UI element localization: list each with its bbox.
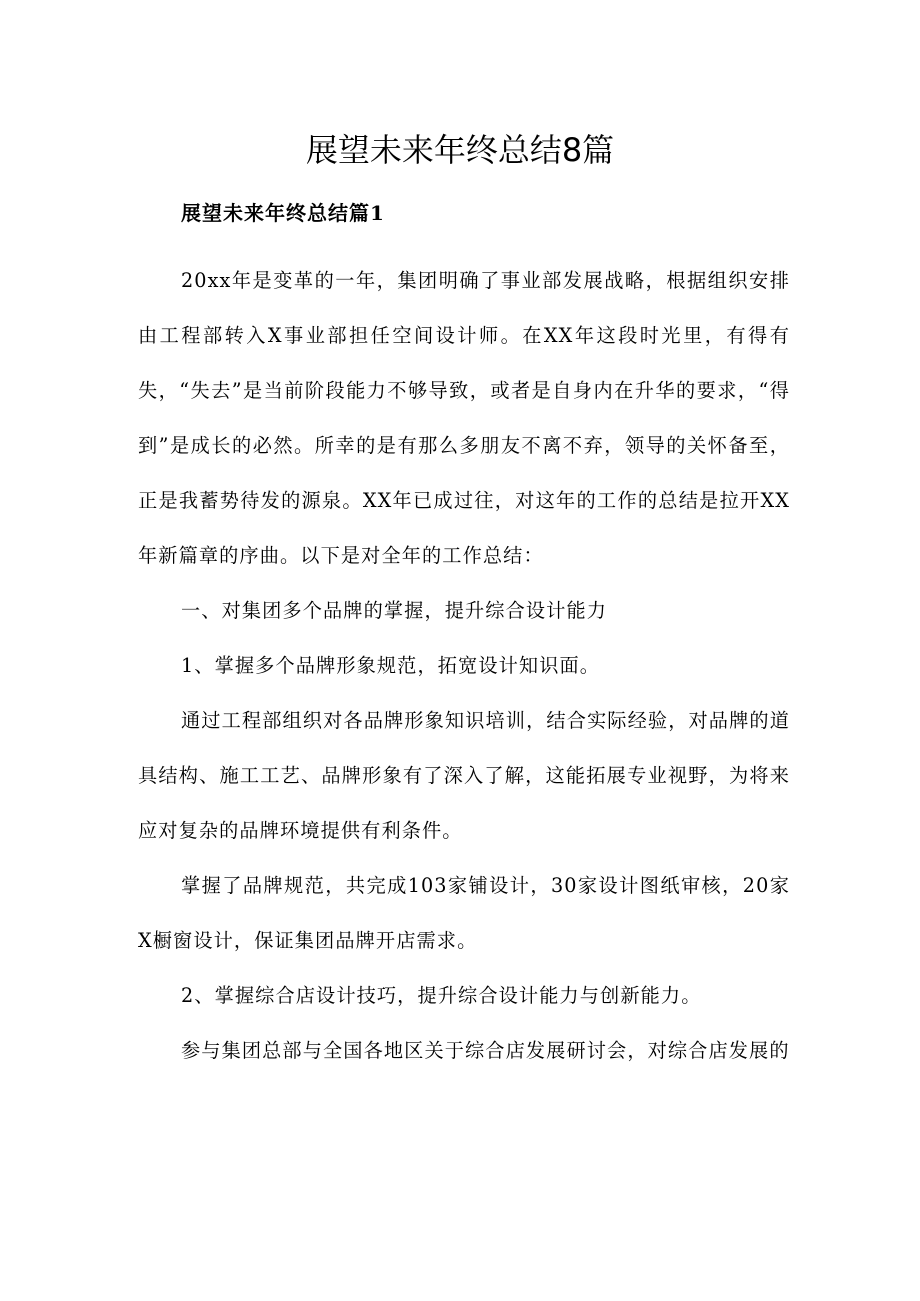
paragraph-store-design: 掌握了品牌规范，共完成103家铺设计，30家设计图纸审核，20家X橱窗设计，保证集团品牌开店需求。 xyxy=(138,874,790,952)
document-title: 展望未来年终总结8篇 xyxy=(305,131,615,169)
paragraph-heading-1: 一、对集团多个品牌的掌握，提升综合设计能力 xyxy=(181,599,608,622)
paragraph-intro: 20xx年是变革的一年，集团明确了事业部发展战略，根据组织安排由工程部转入X事业部担任空间设计师。在XX年这段时光里，有得有失，“失去”是当前阶段能力不够导致，或者是自身内在升华的要求，“得到”是成长的必然。所幸的是有那么多朋友不离不弃，领导的关怀备至，正是我蓄势待发的源泉。XX年已成过往，对这年的工作的总结是拉开XX年新篇章的序曲。以下是对全年的工作总结： xyxy=(138,269,790,567)
paragraph-training: 通过工程部组织对各品牌形象知识培训，结合实际经验，对品牌的道具结构、施工工艺、品牌形象有了深入了解，这能拓展专业视野，为将来应对复杂的品牌环境提供有利条件。 xyxy=(138,709,790,842)
section-heading: 展望未来年终总结篇1 xyxy=(181,201,385,225)
paragraph-seminar: 参与集团总部与全国各地区关于综合店发展研讨会，对综合店发展的 xyxy=(181,1039,790,1062)
paragraph-subheading-1: 1、掌握多个品牌形象规范，拓宽设计知识面。 xyxy=(181,654,601,677)
paragraph-subheading-2: 2、掌握综合店设计技巧，提升综合设计能力与创新能力。 xyxy=(181,984,702,1007)
document-body xyxy=(138,253,790,1078)
